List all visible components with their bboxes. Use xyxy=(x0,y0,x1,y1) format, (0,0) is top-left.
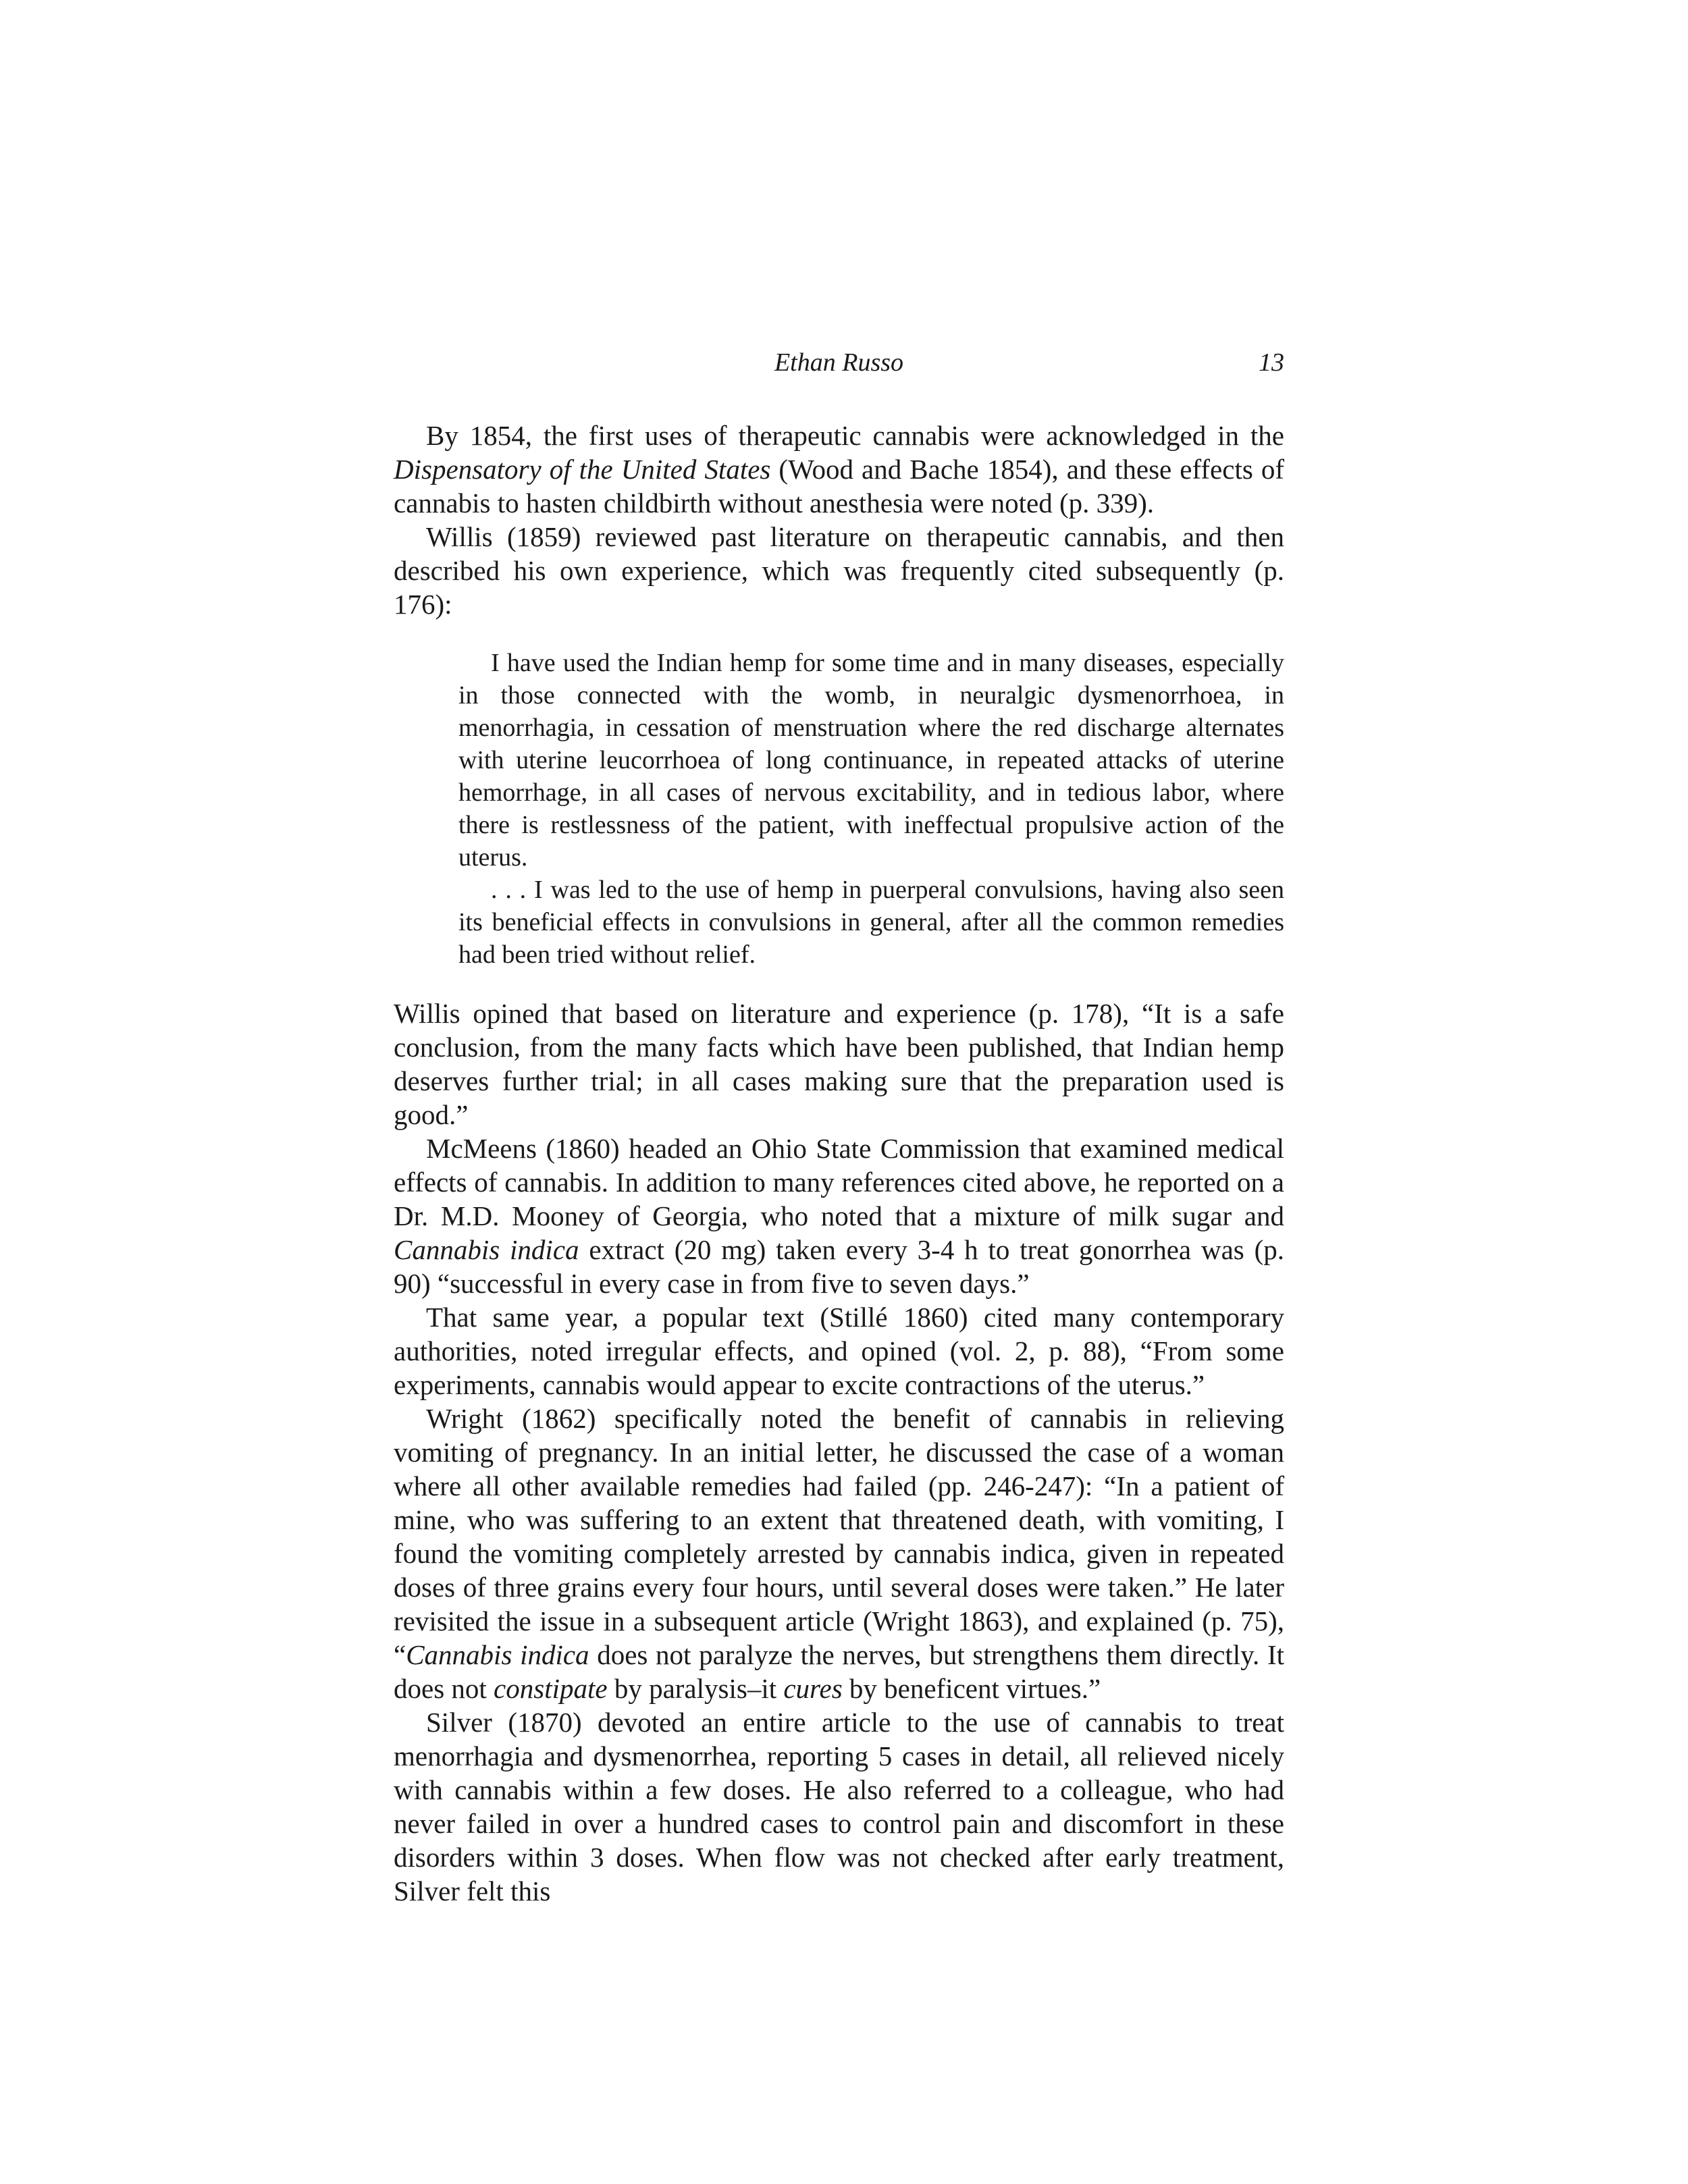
paragraph-2: Willis (1859) reviewed past literature on therapeutic cannabis, and then described his own experience, which was frequently cited subsequently (p. 176): xyxy=(394,521,1284,620)
italic-species: Cannabis indica xyxy=(394,1234,579,1265)
text-run: McMeens (1860) headed an Ohio State Commission that examined medical effects of cannabis. In addition to many references cited above, he reported on a Dr. M.D. Mooney of Georgia, who noted that a mixture of milk sugar and xyxy=(394,1133,1284,1231)
quote-paragraph-2: . . . I was led to the use of hemp in puerperal convulsions, having also seen its beneficial effects in convulsions in general, after all the common remedies had been tried without relief. xyxy=(458,876,1284,969)
body-text xyxy=(394,419,1284,1908)
block-quote xyxy=(458,647,1284,971)
italic-word: cures xyxy=(783,1673,843,1704)
italic-title: Dispensatory of the United States xyxy=(394,454,771,485)
text-run: by paralysis–it xyxy=(607,1673,784,1704)
paragraph-7: Silver (1870) devoted an entire article to the use of cannabis to treat menorrhagia and dysmenorrhea, reporting 5 cases in detail, all relieved nicely with cannabis within a few doses. He also referred to a colleague, who had never failed in over a hundred cases to control pain and discomfort in these disorders within 3 doses. When flow was not checked after early treatment, Silver felt this xyxy=(394,1707,1284,1907)
text-run: By 1854, the first uses of therapeutic cannabis were acknowledged in the xyxy=(426,420,1284,451)
quote-paragraph-1: I have used the Indian hemp for some time and in many diseases, especially in those connected with the womb, in neuralgic dysmenorrhoea, in menorrhagia, in cessation of menstruation where the red discharge alternates with uterine leucorrhoea of long continuance, in repeated attacks of uterine hemorrhage, in all cases of nervous excitability, and in tedious labor, where there is restlessness of the patient, with ineffectual propulsive action of the uterus. xyxy=(458,649,1284,872)
page-number: 13 xyxy=(1259,348,1284,377)
italic-species: Cannabis indica xyxy=(406,1639,589,1670)
running-head xyxy=(394,348,1284,388)
paragraph-6 xyxy=(394,1402,1284,1705)
text-run: does not paralyze the nerves, but strengthens them directly. It does not xyxy=(394,1639,1284,1704)
italic-word: constipate xyxy=(494,1673,608,1704)
text-run: extract (20 mg) taken every 3-4 h to treat gonorrhea was (p. 90) “successful in every case in from five to seven days.” xyxy=(394,1234,1284,1299)
page xyxy=(394,348,1284,1908)
paragraph-4 xyxy=(394,1131,1284,1300)
paragraph-3: Willis opined that based on literature and experience (p. 178), “It is a safe conclusion, from the many facts which have been published, that Indian hemp deserves further trial; in all cases making sure that the preparation used is good.” xyxy=(394,998,1284,1130)
running-head-author: Ethan Russo xyxy=(774,348,904,377)
text-run: by beneficent virtues.” xyxy=(842,1673,1101,1704)
paragraph-1 xyxy=(394,419,1284,520)
text-run: Wright (1862) specifically noted the benefit of cannabis in relieving vomiting of pregnancy. In an initial letter, he discussed the case of a woman where all other available remedies had failed (pp. 246-247): “In a patient of mine, who was suffering to an extent that threatened death, with vomiting, I found the vomiting completely arrested by cannabis indica, given in repeated doses of three grains every four hours, until several doses were taken.” He later revisited the issue in a subsequent article (Wright 1863), and explained (p. 75), “ xyxy=(394,1403,1284,1670)
text-run: (Wood and Bache 1854), and these effects of cannabis to hasten childbirth without anesthesia were noted (p. 339). xyxy=(394,454,1284,518)
paragraph-5: That same year, a popular text (Stillé 1860) cited many contemporary authorities, noted irregular effects, and opined (vol. 2, p. 88), “From some experiments, cannabis would appear to excite contractions of the uterus.” xyxy=(394,1302,1284,1400)
